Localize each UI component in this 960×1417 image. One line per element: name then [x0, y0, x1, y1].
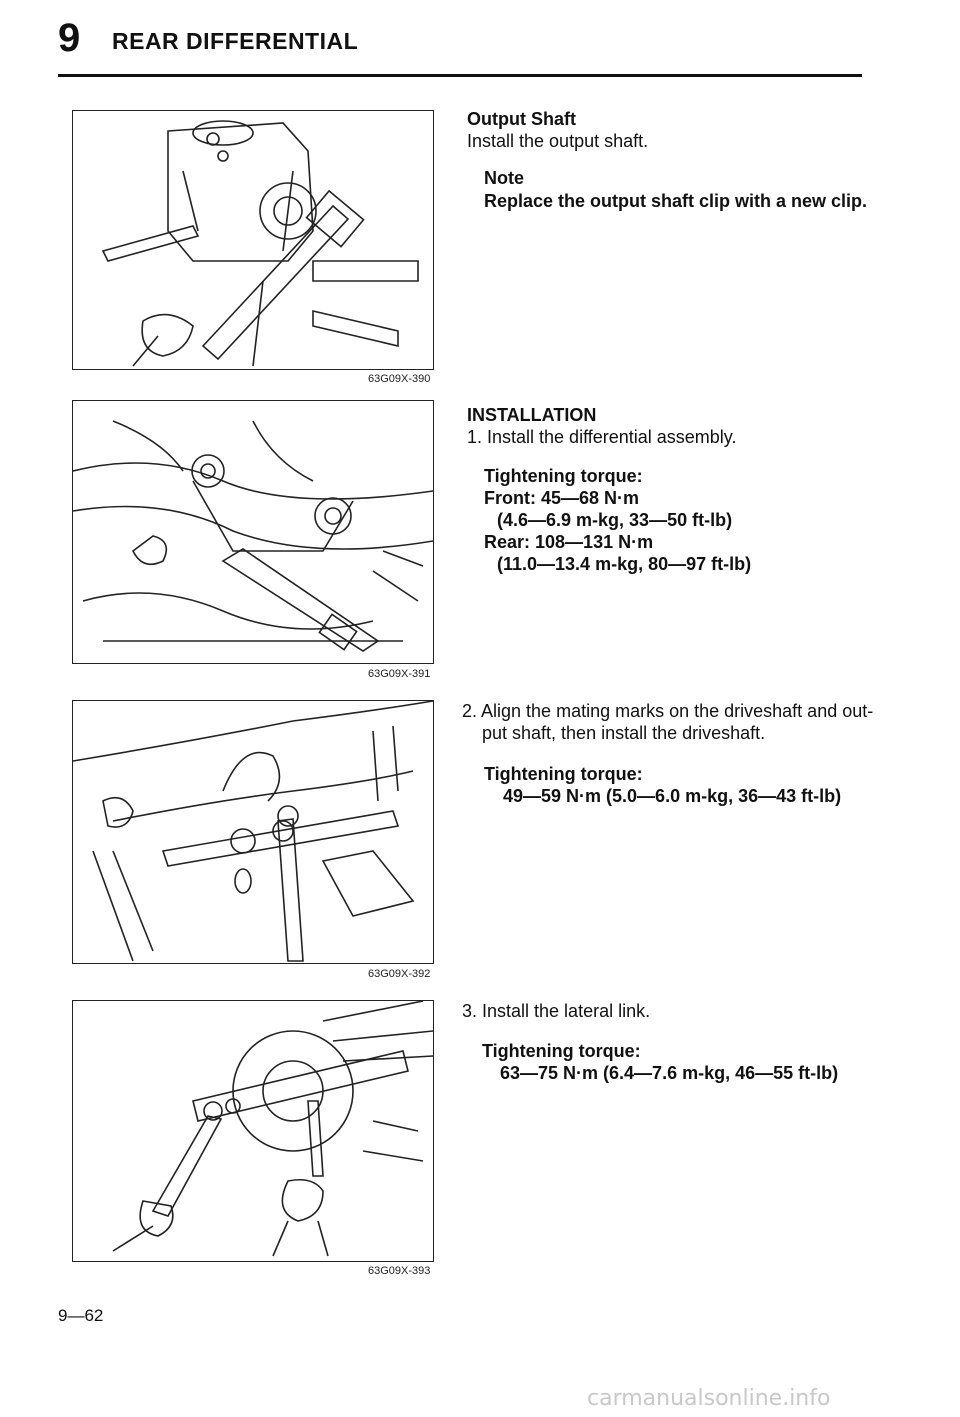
step-2-torque-label: Tightening torque: [484, 764, 643, 784]
figure-lateral-link-illustration [72, 1000, 434, 1262]
note-text: Replace the output shaft clip with a new clip. [484, 191, 868, 211]
torque-rear: Rear: 108—131 N·m [484, 532, 654, 552]
step-3-torque-label: Tightening torque: [482, 1041, 641, 1061]
installation-step-1: 1. Install the differential assembly. [467, 427, 737, 447]
page-title: REAR DIFFERENTIAL [112, 28, 359, 54]
step-2-torque-value: 49—59 N·m (5.0—6.0 m-kg, 36—43 ft-lb) [503, 786, 842, 806]
note-heading: Note [484, 168, 524, 188]
step-3-text: 3. Install the lateral link. [462, 1001, 651, 1021]
figure-caption: 63G09X-392 [368, 968, 431, 980]
torque-rear-alt: (11.0—13.4 m-kg, 80—97 ft-lb) [497, 554, 752, 574]
step-2-line-1: 2. Align the mating marks on the driveshaft and out- [462, 701, 874, 721]
figure-caption: 63G09X-391 [368, 668, 431, 680]
figure-caption: 63G09X-390 [368, 373, 431, 385]
output-shaft-heading: Output Shaft [467, 109, 576, 129]
step-3-torque-value: 63—75 N·m (6.4—7.6 m-kg, 46—55 ft-lb) [500, 1063, 839, 1083]
output-shaft-text: Install the output shaft. [467, 131, 649, 151]
chapter-number: 9 [58, 16, 81, 60]
installation-heading: INSTALLATION [467, 405, 597, 425]
torque-front: Front: 45—68 N·m [484, 488, 640, 508]
figure-driveshaft-illustration [72, 700, 434, 964]
torque-front-alt: (4.6—6.9 m-kg, 33—50 ft-lb) [497, 510, 733, 530]
figure-output-shaft-illustration [72, 110, 434, 370]
step-2-line-2: put shaft, then install the driveshaft. [482, 723, 766, 743]
watermark: carmanualsonline.info [587, 1386, 831, 1411]
header-rule [58, 74, 862, 77]
figure-caption: 63G09X-393 [368, 1265, 431, 1277]
torque-label: Tightening torque: [484, 466, 643, 486]
figure-differential-install-illustration [72, 400, 434, 664]
page-number: 9—62 [58, 1306, 104, 1325]
